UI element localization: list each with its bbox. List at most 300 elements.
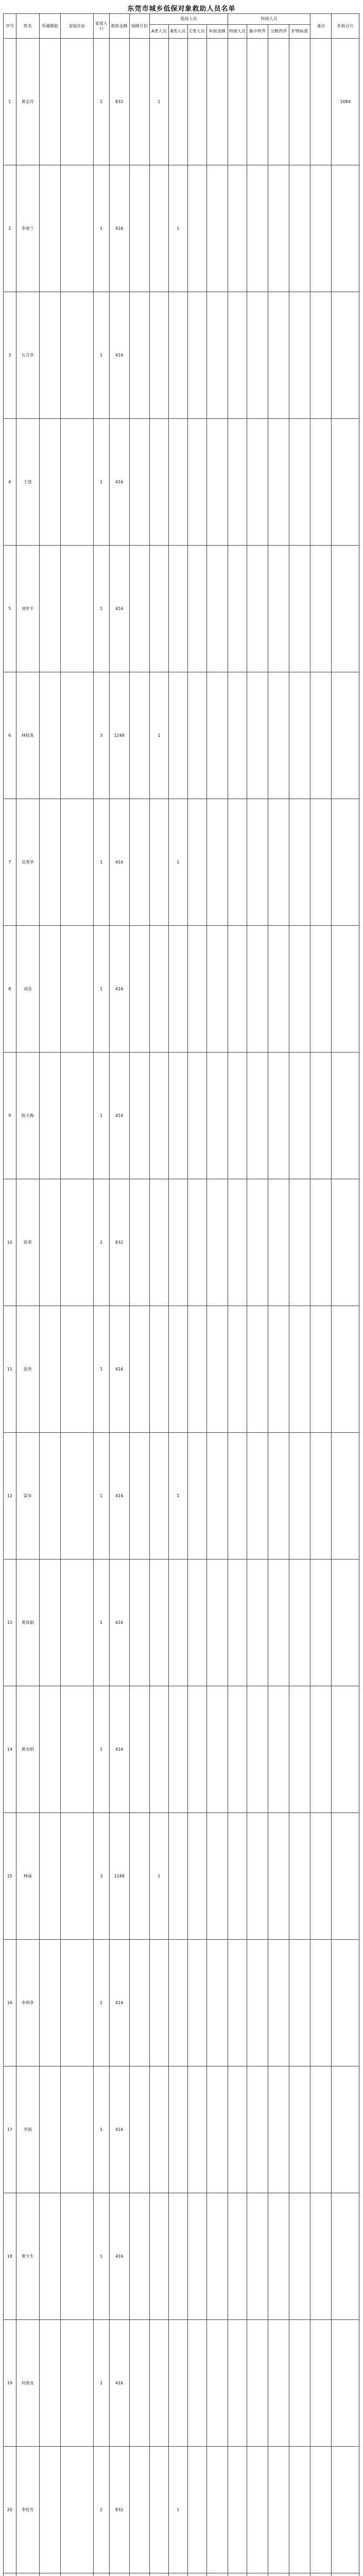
cell-care <box>289 292 310 419</box>
cell-remark <box>310 2447 332 2573</box>
col-header: 家庭住址 <box>61 14 94 39</box>
cell-centralized <box>247 1560 268 1686</box>
cell-special <box>228 39 247 165</box>
table-row <box>4 1813 359 1940</box>
cell-index: 19 <box>4 2320 16 2447</box>
cell-amount: 416 <box>109 2193 129 2320</box>
cell-dispersed <box>268 546 289 672</box>
cell-type-c <box>187 2066 206 2193</box>
cell-subsidy <box>206 672 228 799</box>
cell-name: 刘金 <box>16 926 39 1053</box>
cell-special <box>228 1179 247 1306</box>
group-header-b: 特困人员 <box>228 14 310 25</box>
cell-care <box>289 1940 310 2066</box>
cell-index: 4 <box>4 419 16 546</box>
cell-town <box>39 2320 60 2447</box>
cell-total <box>332 2193 359 2320</box>
cell-type-b: 1 <box>168 799 187 926</box>
cell-type-b: 1 <box>168 2447 187 2573</box>
cell-name: 黄少生 <box>16 2193 39 2320</box>
cell-total <box>332 1813 359 1940</box>
cell-subsidy <box>206 2573 228 2576</box>
cell-dispersed <box>268 1053 289 1179</box>
cell-months <box>129 39 149 165</box>
cell-name: 张洪 <box>16 1306 39 1433</box>
cell-address <box>61 1813 94 1940</box>
cell-special <box>228 799 247 926</box>
cell-months <box>129 292 149 419</box>
cell-care <box>289 2320 310 2447</box>
cell-amount: 416 <box>109 546 129 672</box>
roster-table <box>3 13 359 2576</box>
cell-dispersed <box>268 1433 289 1560</box>
cell-remark <box>310 1433 332 1560</box>
table-row <box>4 1433 359 1560</box>
cell-type-a <box>149 165 168 292</box>
cell-subsidy <box>206 1179 228 1306</box>
col-header: 所属镇街 <box>39 14 60 39</box>
cell-type-b <box>168 2320 187 2447</box>
cell-index: 9 <box>4 1053 16 1179</box>
cell-town <box>39 672 60 799</box>
cell-remark <box>310 799 332 926</box>
cell-amount: 416 <box>109 799 129 926</box>
cell-index: 8 <box>4 926 16 1053</box>
col-header: 姓名 <box>16 14 39 39</box>
table-row <box>4 2447 359 2573</box>
cell-amount: 416 <box>109 1053 129 1179</box>
cell-special <box>228 1306 247 1433</box>
cell-household: 1 <box>93 2066 109 2193</box>
cell-special <box>228 546 247 672</box>
cell-type-b <box>168 926 187 1053</box>
cell-total <box>332 1560 359 1686</box>
cell-special <box>228 2066 247 2193</box>
cell-type-c <box>187 672 206 799</box>
cell-total <box>332 672 359 799</box>
cell-type-a <box>149 2320 168 2447</box>
cell-name: 石月华 <box>16 292 39 419</box>
cell-index: 5 <box>4 546 16 672</box>
table-row <box>4 1560 359 1686</box>
cell-months <box>129 2066 149 2193</box>
cell-type-a <box>149 1306 168 1433</box>
cell-centralized <box>247 2447 268 2573</box>
cell-address <box>61 2193 94 2320</box>
cell-remark <box>310 1560 332 1686</box>
cell-amount: 416 <box>109 1306 129 1433</box>
cell-type-b <box>168 1306 187 1433</box>
cell-dispersed <box>268 1940 289 2066</box>
cell-special <box>228 1433 247 1560</box>
table-row <box>4 292 359 419</box>
cell-remark <box>310 419 332 546</box>
cell-months <box>129 2573 149 2576</box>
cell-type-b <box>168 39 187 165</box>
cell-town <box>39 1179 60 1306</box>
cell-months <box>129 2320 149 2447</box>
cell-town <box>39 926 60 1053</box>
cell-total <box>332 1433 359 1560</box>
cell-remark <box>310 1686 332 1813</box>
cell-town <box>39 1686 60 1813</box>
cell-town <box>39 165 60 292</box>
cell-address <box>61 2573 94 2576</box>
cell-household: 1 <box>93 165 109 292</box>
cell-type-b: 1 <box>168 1433 187 1560</box>
cell-special <box>228 1813 247 1940</box>
cell-total <box>332 1179 359 1306</box>
cell-remark <box>310 292 332 419</box>
cell-type-a: 1 <box>149 39 168 165</box>
cell-special <box>228 1053 247 1179</box>
cell-name: 徐荣 <box>16 1179 39 1306</box>
cell-household: 1 <box>93 799 109 926</box>
cell-name: 吴秀华 <box>16 799 39 926</box>
cell-care <box>289 546 310 672</box>
cell-type-a <box>149 1940 168 2066</box>
cell-town <box>39 39 60 165</box>
cell-remark <box>310 926 332 1053</box>
cell-dispersed <box>268 1306 289 1433</box>
cell-type-a <box>149 2447 168 2573</box>
cell-total <box>332 165 359 292</box>
cell-special <box>228 1560 247 1686</box>
cell-subsidy <box>206 2066 228 2193</box>
cell-remark <box>310 2320 332 2447</box>
cell-centralized <box>247 1433 268 1560</box>
cell-type-c <box>187 926 206 1053</box>
table-row <box>4 165 359 292</box>
cell-dispersed <box>268 2320 289 2447</box>
cell-town <box>39 1053 60 1179</box>
cell-care <box>289 165 310 292</box>
cell-household: 1 <box>93 2193 109 2320</box>
cell-subsidy <box>206 1560 228 1686</box>
cell-town <box>39 546 60 672</box>
cell-type-c <box>187 1053 206 1179</box>
cell-address <box>61 2066 94 2193</box>
cell-address <box>61 1179 94 1306</box>
cell-index: 3 <box>4 292 16 419</box>
cell-town <box>39 2066 60 2193</box>
cell-amount: 416 <box>109 2066 129 2193</box>
cell-special <box>228 165 247 292</box>
cell-type-a <box>149 546 168 672</box>
cell-dispersed <box>268 672 289 799</box>
cell-special <box>228 2320 247 2447</box>
cell-name: 陈玉梅 <box>16 1053 39 1179</box>
cell-type-b <box>168 1940 187 2066</box>
cell-total <box>332 292 359 419</box>
cell-amount: 416 <box>109 2320 129 2447</box>
cell-subsidy <box>206 1686 228 1813</box>
cell-care <box>289 1433 310 1560</box>
cell-total <box>332 2447 359 2573</box>
table-row <box>4 39 359 165</box>
cell-months <box>129 165 149 292</box>
col-header: 分散供养 <box>268 25 289 39</box>
cell-index <box>4 2573 16 2576</box>
col-header: 救助金额 <box>109 14 129 39</box>
cell-subsidy <box>206 546 228 672</box>
cell-dispersed <box>268 2066 289 2193</box>
cell-months <box>129 672 149 799</box>
document-title: 东莞市城乡低保对象救助人员名单 <box>127 5 236 13</box>
cell-subsidy <box>206 292 228 419</box>
col-header: 保障月份 <box>129 14 149 39</box>
cell-household: 1 <box>93 926 109 1053</box>
cell-care <box>289 672 310 799</box>
cell-remark <box>310 672 332 799</box>
cell-index: 1 <box>4 39 16 165</box>
cell-subsidy <box>206 1940 228 2066</box>
cell-household: 1 <box>93 2320 109 2447</box>
cell-special <box>228 419 247 546</box>
cell-address <box>61 1433 94 1560</box>
cell-index: 18 <box>4 2193 16 2320</box>
cell-name: 林桂英 <box>16 672 39 799</box>
cell-town <box>39 1433 60 1560</box>
cell-household: 1 <box>93 1686 109 1813</box>
cell-household: 2 <box>93 39 109 165</box>
cell-care <box>289 419 310 546</box>
cell-centralized <box>247 165 268 292</box>
cell-months <box>129 1686 149 1813</box>
cell-subsidy <box>206 419 228 546</box>
cell-address <box>61 672 94 799</box>
cell-months <box>129 419 149 546</box>
cell-total <box>332 546 359 672</box>
cell-type-c <box>187 165 206 292</box>
cell-type-b <box>168 672 187 799</box>
cell-type-c <box>187 39 206 165</box>
cell-name: 刘世平 <box>16 546 39 672</box>
cell-amount: 416 <box>109 1686 129 1813</box>
cell-total <box>332 2573 359 2576</box>
cell-care <box>289 2066 310 2193</box>
table-row <box>4 2320 359 2447</box>
cell-months <box>129 926 149 1053</box>
cell-index: 6 <box>4 672 16 799</box>
cell-address <box>61 2447 94 2573</box>
cell-name: 王进 <box>16 419 39 546</box>
cell-total <box>332 1686 359 1813</box>
cell-type-b <box>168 2193 187 2320</box>
cell-type-a <box>149 2573 168 2576</box>
cell-total <box>332 799 359 926</box>
cell-name: 李桂芳 <box>16 2447 39 2573</box>
cell-type-a: 1 <box>149 1813 168 1940</box>
cell-dispersed <box>268 292 289 419</box>
table-row <box>4 799 359 926</box>
cell-index: 15 <box>4 1813 16 1940</box>
group-header-a: 低保人员 <box>149 14 228 25</box>
cell-name: 李利华 <box>16 1940 39 2066</box>
cell-town <box>39 2193 60 2320</box>
cell-remark <box>310 2066 332 2193</box>
cell-type-a <box>149 292 168 419</box>
cell-total <box>332 1940 359 2066</box>
table-row <box>4 926 359 1053</box>
cell-index: 17 <box>4 2066 16 2193</box>
cell-special <box>228 2447 247 2573</box>
cell-type-b: 1 <box>168 165 187 292</box>
cell-address <box>61 926 94 1053</box>
cell-index: 10 <box>4 1179 16 1306</box>
table-body <box>4 39 359 2576</box>
cell-amount: 832 <box>109 1179 129 1306</box>
col-header: B类人员 <box>168 25 187 39</box>
cell-household: 2 <box>93 1179 109 1306</box>
cell-subsidy <box>206 2193 228 2320</box>
cell-amount: 416 <box>109 419 129 546</box>
cell-type-c <box>187 1179 206 1306</box>
cell-dispersed <box>268 2193 289 2320</box>
cell-town <box>39 2573 60 2576</box>
col-header: 补助金额 <box>206 25 228 39</box>
cell-town <box>39 1560 60 1686</box>
cell-address <box>61 165 94 292</box>
col-header: 序号 <box>4 14 16 39</box>
cell-months <box>129 1940 149 2066</box>
cell-centralized <box>247 799 268 926</box>
cell-household: 1 <box>93 1560 109 1686</box>
cell-type-b <box>168 1053 187 1179</box>
cell-household: 1 <box>93 1306 109 1433</box>
cell-subsidy <box>206 165 228 292</box>
col-header: 护理标准 <box>289 25 310 39</box>
cell-care <box>289 2573 310 2576</box>
cell-months <box>129 2193 149 2320</box>
cell-remark <box>310 1306 332 1433</box>
cell-amount: 832 <box>109 39 129 165</box>
cell-care <box>289 1686 310 1813</box>
cell-type-b <box>168 1686 187 1813</box>
cell-address <box>61 1560 94 1686</box>
cell-total <box>332 1053 359 1179</box>
cell-remark <box>310 39 332 165</box>
cell-remark <box>310 2193 332 2320</box>
cell-type-b <box>168 1179 187 1306</box>
cell-centralized <box>247 1813 268 1940</box>
table-row <box>4 2066 359 2193</box>
cell-subsidy <box>206 2447 228 2573</box>
cell-care <box>289 926 310 1053</box>
table-row <box>4 1179 359 1306</box>
cell-name: 黄水明 <box>16 1686 39 1813</box>
cell-index: 11 <box>4 1306 16 1433</box>
cell-type-a <box>149 799 168 926</box>
cell-dispersed <box>268 1560 289 1686</box>
cell-town <box>39 799 60 926</box>
cell-type-b <box>168 2066 187 2193</box>
cell-address <box>61 1053 94 1179</box>
cell-type-a <box>149 2066 168 2193</box>
cell-dispersed <box>268 1813 289 1940</box>
cell-type-c <box>187 292 206 419</box>
cell-household: 1 <box>93 419 109 546</box>
cell-name: 何海龙 <box>16 2320 39 2447</box>
cell-total <box>332 2066 359 2193</box>
cell-centralized <box>247 2573 268 2576</box>
cell-address <box>61 292 94 419</box>
cell-type-a <box>149 1433 168 1560</box>
table-row <box>4 1686 359 1813</box>
cell-type-b <box>168 546 187 672</box>
cell-index: 14 <box>4 1686 16 1813</box>
cell-months <box>129 2447 149 2573</box>
cell-total <box>332 1306 359 1433</box>
cell-care <box>289 1179 310 1306</box>
cell-type-c <box>187 2320 206 2447</box>
cell-months <box>129 1306 149 1433</box>
cell-centralized <box>247 2066 268 2193</box>
cell-centralized <box>247 1306 268 1433</box>
cell-total <box>332 926 359 1053</box>
table-row <box>4 419 359 546</box>
col-header: A类人员 <box>149 25 168 39</box>
cell-months <box>129 1433 149 1560</box>
cell-household: 3 <box>93 672 109 799</box>
cell-type-a <box>149 926 168 1053</box>
cell-centralized <box>247 1179 268 1306</box>
cell-household: 2 <box>93 2447 109 2573</box>
cell-special <box>228 926 247 1053</box>
cell-amount: 416 <box>109 292 129 419</box>
cell-remark <box>310 1813 332 1940</box>
cell-centralized <box>247 546 268 672</box>
col-header: 家庭人口 <box>93 14 109 39</box>
cell-total <box>332 419 359 546</box>
cell-centralized <box>247 1686 268 1813</box>
cell-type-a <box>149 419 168 546</box>
cell-remark <box>310 1053 332 1179</box>
cell-special <box>228 672 247 799</box>
cell-total: 1084 <box>332 39 359 165</box>
cell-type-c <box>187 1306 206 1433</box>
cell-index: 2 <box>4 165 16 292</box>
cell-remark <box>310 1940 332 2066</box>
cell-special <box>228 2573 247 2576</box>
cell-type-a: 1 <box>149 672 168 799</box>
cell-name: 梁有 <box>16 1433 39 1560</box>
cell-type-c <box>187 799 206 926</box>
cell-type-a <box>149 1179 168 1306</box>
cell-type-b <box>168 1813 187 1940</box>
cell-household: 1 <box>93 1053 109 1179</box>
cell-type-b <box>168 1560 187 1686</box>
cell-subsidy <box>206 2320 228 2447</box>
cell-address <box>61 39 94 165</box>
cell-dispersed <box>268 2573 289 2576</box>
cell-centralized <box>247 1940 268 2066</box>
cell-special <box>228 292 247 419</box>
cell-town <box>39 1940 60 2066</box>
cell-name: 李润 <box>16 2066 39 2193</box>
cell-address <box>61 2320 94 2447</box>
cell-care <box>289 1560 310 1686</box>
cell-months <box>129 1053 149 1179</box>
cell-index: 12 <box>4 1433 16 1560</box>
cell-amount: 1248 <box>109 672 129 799</box>
cell-town <box>39 1813 60 1940</box>
cell-care <box>289 2447 310 2573</box>
cell-amount: 832 <box>109 2447 129 2573</box>
cell-months <box>129 1560 149 1686</box>
cell-special <box>228 1940 247 2066</box>
cell-care <box>289 39 310 165</box>
